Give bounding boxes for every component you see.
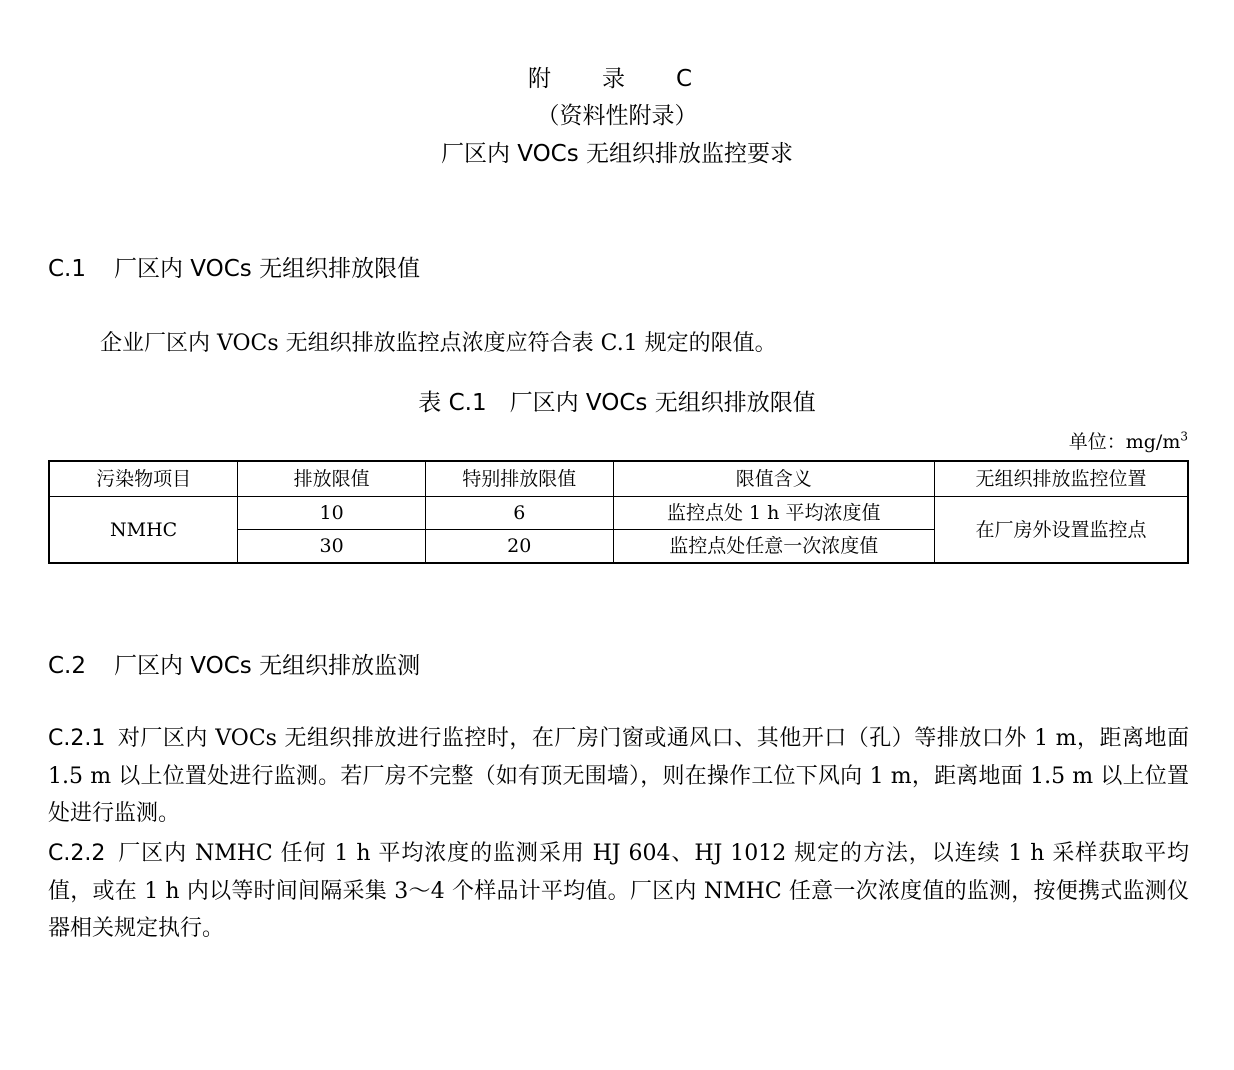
- cell-special-limit: 6: [425, 497, 613, 530]
- cell-pollutant: NMHC: [49, 497, 238, 564]
- paragraph-c2-1-text: 对厂区内 VOCs 无组织排放进行监控时，在厂房门窗或通风口、其他开口（孔）等排放口外 1 m，距离地面 1.5 m 以上位置处进行监测。若厂房不完整（如有顶无围墙），则在操作工位下风向 1 m，距离地面 1.5 m 以上位置处进行监测。: [48, 726, 1189, 826]
- table-caption-number: 表 C.1: [418, 390, 487, 416]
- cell-special-limit: 20: [425, 530, 613, 564]
- appendix-title: 附 录 C: [527, 66, 707, 92]
- paragraph-c2-2: [48, 835, 1189, 948]
- section-c2-heading: [48, 647, 420, 680]
- paragraph-c2-1-number: C.2.1: [48, 726, 106, 751]
- section-c2-title: 厂区内 VOCs 无组织排放监测: [114, 653, 421, 679]
- cell-meaning: 监控点处任意一次浓度值: [613, 530, 934, 564]
- table-unit-text: 单位：mg/m: [1068, 431, 1181, 453]
- header-pollutant: 污染物项目: [49, 461, 238, 497]
- table-caption: [0, 384, 1234, 417]
- table-unit: [1069, 427, 1188, 454]
- header-meaning: 限值含义: [613, 461, 934, 497]
- paragraph-c2-2-text: 厂区内 NMHC 任何 1 h 平均浓度的监测采用 HJ 604、HJ 1012 规定的方法，以连续 1 h 采样获取平均值，或在 1 h 内以等时间间隔采集 3～4 个样品计平均值。厂区内 NMHC 任意一次浓度值的监测，按便携式监测仪器相关规定执行。: [48, 841, 1189, 941]
- paragraph-c2-1: [48, 720, 1189, 833]
- table-row: [49, 497, 1188, 530]
- section-c1-text: 企业厂区内 VOCs 无组织排放监控点浓度应符合表 C.1 规定的限值。: [100, 331, 777, 356]
- appendix-subtitle: （资料性附录）: [536, 103, 698, 129]
- table-header-row: [49, 461, 1188, 497]
- limits-table: [48, 460, 1189, 564]
- table-unit-superscript: 3: [1180, 429, 1188, 444]
- section-c1-title: 厂区内 VOCs 无组织排放限值: [114, 256, 421, 282]
- appendix-heading: 厂区内 VOCs 无组织排放监控要求: [440, 141, 794, 167]
- table-caption-title: 厂区内 VOCs 无组织排放限值: [509, 390, 816, 416]
- header-location: 无组织排放监控位置: [934, 461, 1188, 497]
- cell-location: 在厂房外设置监控点: [934, 497, 1188, 564]
- paragraph-c2-2-number: C.2.2: [48, 841, 106, 866]
- cell-limit: 30: [238, 530, 426, 564]
- section-c1-heading: [48, 250, 420, 283]
- header-limit: 排放限值: [238, 461, 426, 497]
- cell-meaning: 监控点处 1 h 平均浓度值: [613, 497, 934, 530]
- header-special-limit: 特别排放限值: [425, 461, 613, 497]
- cell-limit: 10: [238, 497, 426, 530]
- section-c1-number: C.1: [48, 256, 87, 282]
- section-c2-number: C.2: [48, 653, 87, 679]
